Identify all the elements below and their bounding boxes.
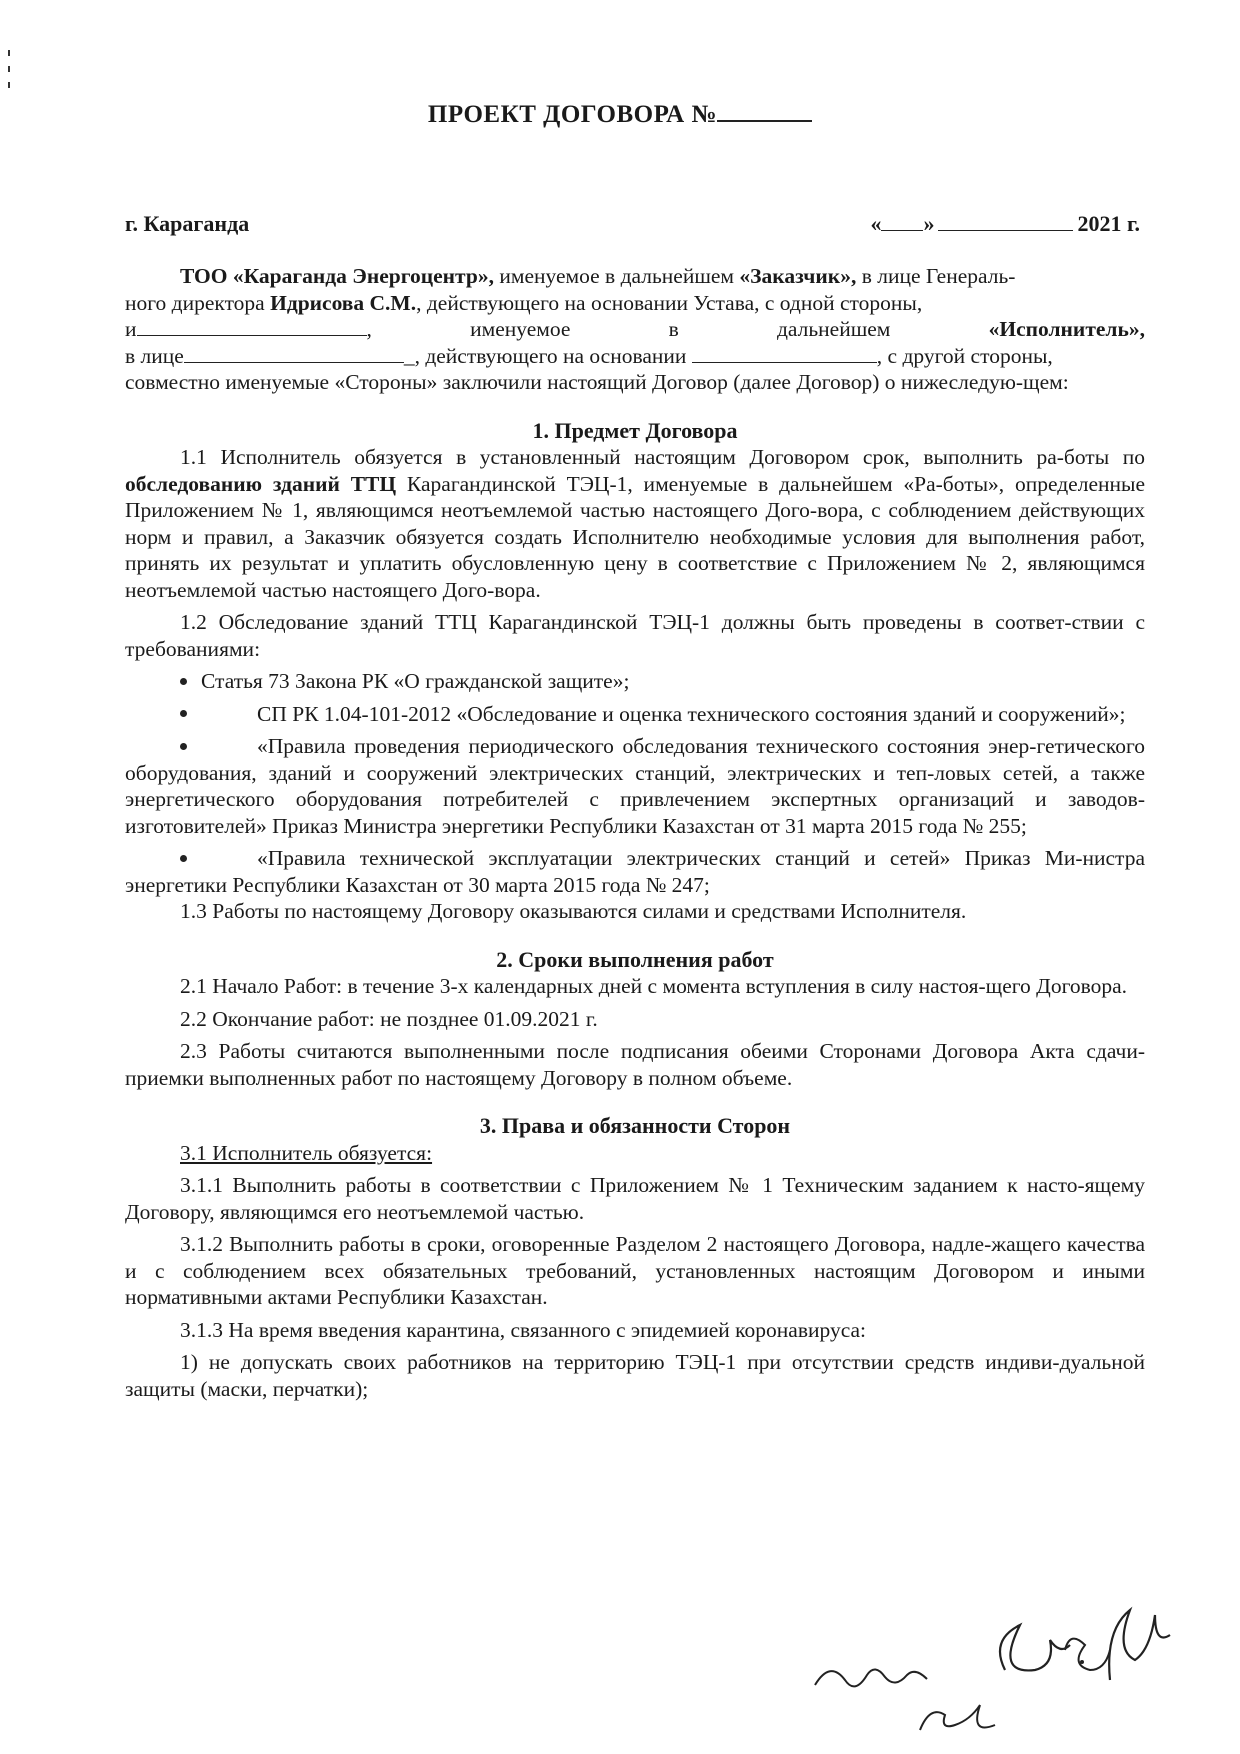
clause-3-1-3-item-1: 1) не допускать своих работников на территорию ТЭЦ-1 при отсутствии средств индиви-дуальной защиты (маски, перчатки); [125,1350,1145,1401]
clause-text: Карагандинской ТЭЦ-1, именуемые в дальнейшем «Ра-боты», определенные Приложением № 1, являющимся неотъемлемой частью настоящего Дого-вора, с соблюдением действующих норм и правил, а Заказчик обязуется создать Исполнителю необходимые условия для выполнения работ, принять их результат и уплатить обусловленную цену в соответствие с Приложением № 2, являющимся неотъемлемой частью настоящего Дого-вора. [125,471,1145,602]
section-3-heading: 3. Права и обязанности Сторон [479,1113,791,1138]
day-blank [881,212,923,231]
intro-line-3 [125,316,1145,343]
bullet-icon [180,743,187,750]
section-2-heading: 2. Сроки выполнения работ [496,946,774,972]
intro-text: дальнейшем [776,317,891,341]
executor-name-field [125,316,372,343]
customer-role: «Заказчик», [739,264,857,288]
clause-3-1-3: 3.1.3 На время введения карантина, связанного с эпидемией коронавируса: [180,1317,867,1342]
intro-text: _, действующего на основании [403,343,687,368]
basis-blank [692,344,877,363]
document-body [125,263,1145,1402]
date-quote-close: » [923,211,935,236]
clause-2-3: 2.3 Работы считаются выполненными после подписания обеими Сторонами Договора Акта сдачи-приемки выполненных работ по настоящему Договору в полном объеме. [125,1039,1145,1090]
date-quote-open: « [870,211,882,236]
intro-line-4 [125,343,1145,370]
city: г. Караганда [125,211,250,236]
bullet-icon [180,855,187,862]
requirement-text: «Правила проведения периодического обследования технического состояния энер-гетического оборудования, зданий и сооружений электрических станций, электрических и теп-ловых сетей, а также энергетического оборудования потребителей с привлечением экспертных организаций и заводов-изготовителей» Приказ Министра энергетики Республики Казахстан от 31 марта 2015 года № 255; [125,734,1145,838]
requirement-text: СП РК 1.04-101-2012 «Обследование и оценка технического состояния зданий и сооружений»; [257,701,1126,726]
requirement-item [125,668,1145,695]
clause-1-3: 1.3 Работы по настоящему Договору оказываются силами и средствами Исполнителя. [180,899,967,923]
intro-text: , с другой стороны, [876,343,1053,368]
requirement-item [125,701,1145,728]
month-blank [938,212,1073,231]
contract-number-blank [717,98,812,122]
intro-text: и [125,317,137,341]
requirement-text: Статья 73 Закона РК «О гражданской защите»; [201,669,630,693]
intro-text: , действующего на основании Устава, с одной стороны, [416,290,923,315]
contract-date [870,211,1140,237]
director-name: Идрисова С.М. [270,290,417,315]
clause-2-2: 2.2 Окончание работ: не позднее 01.09.2021 г. [180,1006,598,1031]
intro-line-1 [125,263,1145,290]
bullet-icon [180,710,187,717]
requirement-item [125,845,1145,898]
clause-3-1-2: 3.1.2 Выполнить работы в сроки, оговоренные Разделом 2 настоящего Договора, надле-жащего качества и с соблюдением всех обязательных требований, установленных настоящим Договором и иными нормативными актами Республики Казахстан. [125,1232,1145,1309]
customer-name: ТОО «Караганда Энергоцентр», [180,264,494,288]
handwritten-signatures [800,1590,1220,1740]
clause-3-1 [125,1140,1145,1167]
clause-text: 1.1 Исполнитель обязуется в установленный настоящим Договором срок, выполнить ра-боты по [180,445,1145,469]
requirement-text: «Правила технической эксплуатации электрических станций и сетей» Приказ Ми-нистра энергетики Республики Казахстан от 30 марта 2015 года № 247; [125,846,1145,897]
document-title [0,98,1240,129]
intro-text: именуемое в дальнейшем [493,264,740,288]
intro-text: ного директора [125,290,271,315]
clause-1-1 [125,444,1145,603]
date-year: 2021 г. [1077,211,1140,236]
representative-blank [184,344,404,363]
executor-name-blank [137,317,367,336]
clause-1-2: 1.2 Обследование зданий ТТЦ Карагандинской ТЭЦ-1 должны быть проведены в соответ-ствии с требованиями: [125,610,1145,661]
intro-line-5: совместно именуемые «Стороны» заключили настоящий Договор (далее Договор) о нижеследую-щем: [125,370,1069,394]
intro-text: в лице Генераль- [856,264,1016,288]
requirement-item [125,733,1145,839]
clause-2-1: 2.1 Начало Работ: в течение 3-х календарных дней с момента вступления в силу настоя-щего Договора. [180,974,1128,998]
intro-text: именуемое [470,317,571,341]
executor-role: «Исполнитель», [988,317,1145,341]
clause-emphasis: обследованию зданий ТТЦ [125,471,397,496]
title-text: ПРОЕКТ ДОГОВОРА № [427,101,718,128]
intro-text: , [366,317,372,341]
intro-line-2 [125,290,1145,317]
clause-3-1-title: 3.1 Исполнитель обязуется: [180,1140,433,1165]
intro-text: в [668,317,679,341]
clause-3-1-1: 3.1.1 Выполнить работы в соответствии с Приложением № 1 Техническим заданием к насто-ящему Договору, являющимся его неотъемлемой частью. [125,1173,1145,1224]
section-1-heading: 1. Предмет Договора [532,417,738,443]
intro-text: в лице [125,343,184,368]
bullet-icon [180,678,187,685]
